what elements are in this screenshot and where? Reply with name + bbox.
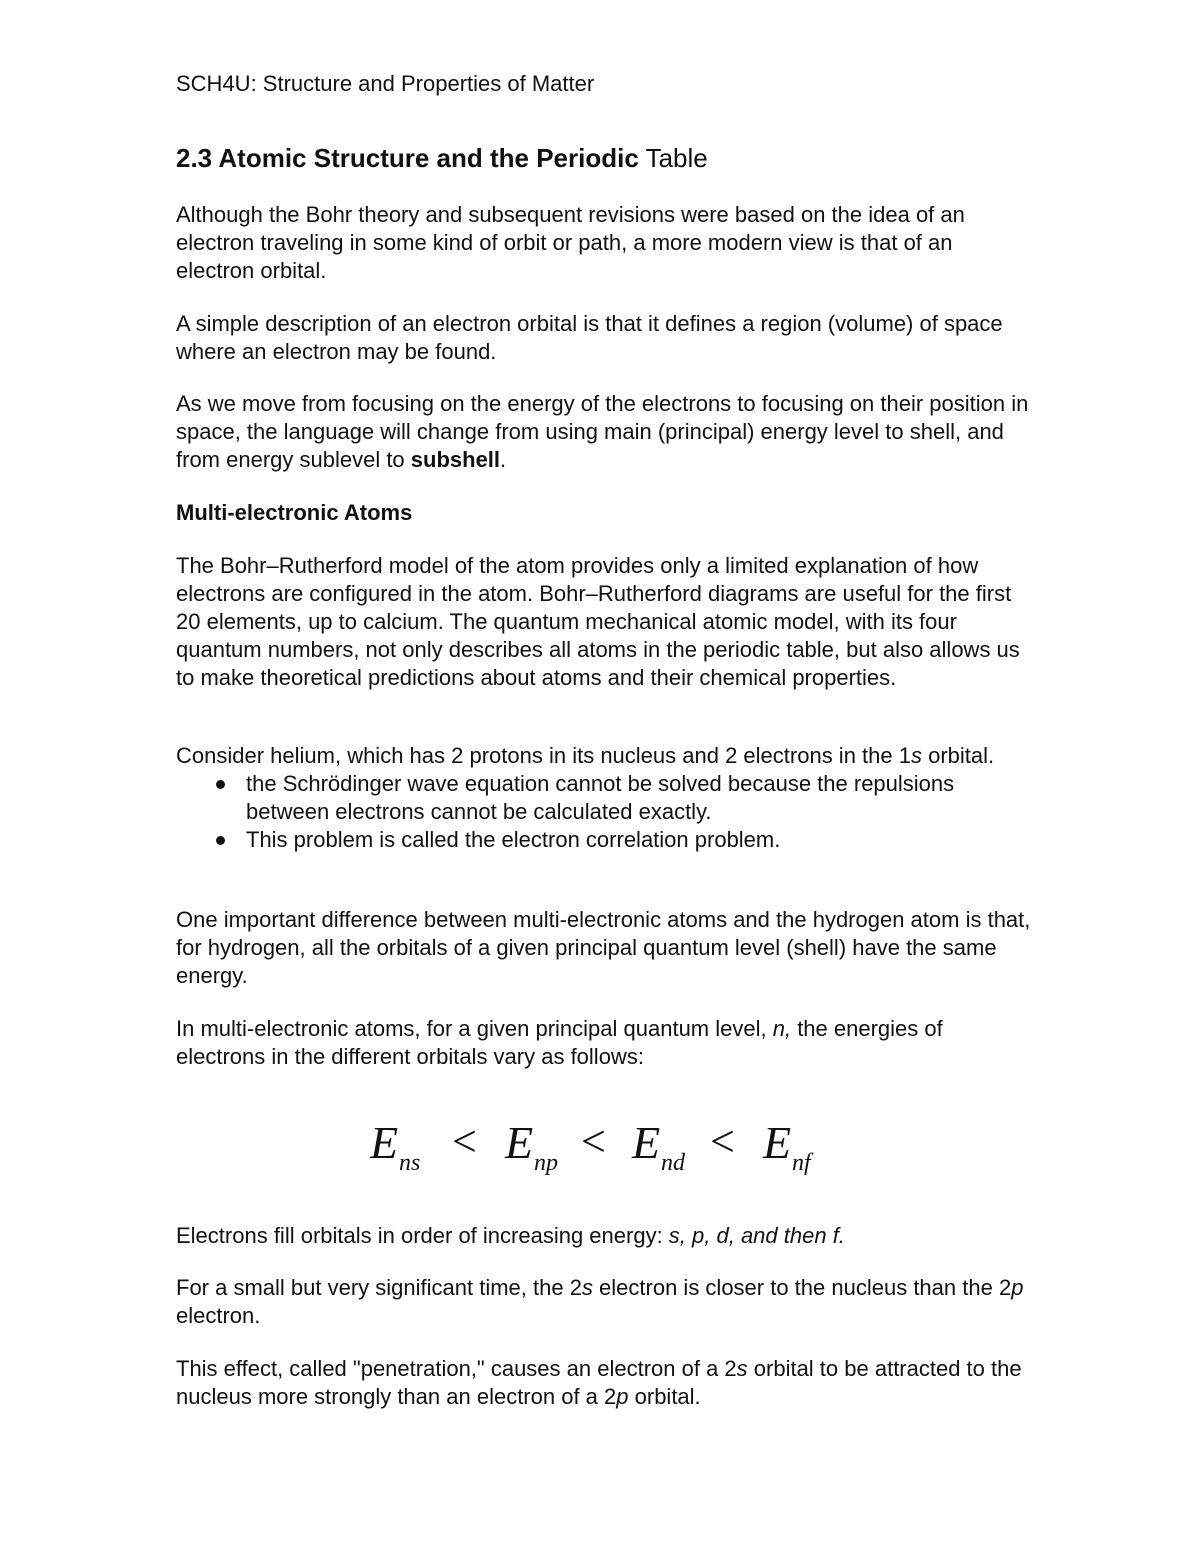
paragraph-fill-order bbox=[176, 1222, 1036, 1250]
paragraph-text-part: As we move from focusing on the energy of the electrons to focusing on their position in space, the language will change from using main (principal) energy level to shell, and from energy sublevel to bbox=[176, 391, 1029, 472]
orbital-symbol: s bbox=[910, 743, 922, 768]
paragraph-orbital-intro bbox=[176, 201, 1036, 285]
equation-term-1-symbol: E bbox=[370, 1117, 399, 1168]
paragraph-2s-closer bbox=[176, 1274, 1036, 1330]
less-than-operator: < bbox=[581, 1117, 606, 1166]
paragraph-text-part: electron. bbox=[176, 1303, 261, 1328]
paragraph-text: The Bohr–Rutherford model of the atom provides only a limited explanation of how electrons are configured in the atom. Bohr–Rutherford diagrams are useful for the first 20 elements, up to calcium. The quantum mechanical atomic model, with its four quantum numbers, not only describes all atoms in the periodic table, but also allows us to make theoretical predictions about atoms and their chemical properties. bbox=[176, 553, 1020, 690]
paragraph-text: A simple description of an electron orbital is that it defines a region (volume) of space where an electron may be found. bbox=[176, 311, 1003, 364]
paragraph-text-part: orbital to be attracted to the nucleus more strongly than an electron of a 2 bbox=[176, 1356, 1022, 1409]
orbital-symbol: p bbox=[616, 1384, 629, 1409]
paragraph-text bbox=[176, 1015, 1036, 1071]
energy-inequality-equation bbox=[370, 1112, 830, 1182]
orbital-symbol: p bbox=[1011, 1275, 1024, 1300]
paragraph-penetration bbox=[176, 1355, 1036, 1411]
list-item-text: the Schrödinger wave equation cannot be solved because the repulsions between electrons cannot be calculated exactly. bbox=[246, 771, 955, 824]
paragraph-text-part: electron is closer to the nucleus than the 2 bbox=[592, 1275, 1012, 1300]
paragraph-text-part: This effect, called "penetration," causes an electron of a 2 bbox=[176, 1356, 737, 1381]
paragraph-shell-language bbox=[176, 390, 1036, 474]
section-title bbox=[176, 142, 708, 174]
paragraph-text-part: orbital. bbox=[628, 1384, 701, 1409]
list-item-text: This problem is called the electron correlation problem. bbox=[246, 827, 781, 852]
equation-svg bbox=[370, 1112, 830, 1182]
paragraph-text: One important difference between multi-electronic atoms and the hydrogen atom is that, for hydrogen, all the orbitals of a given principal quantum level (shell) have the same energy. bbox=[176, 907, 1031, 988]
equation-term-4-subscript: nf bbox=[792, 1150, 811, 1176]
paragraph-text-part: orbital. bbox=[921, 743, 995, 768]
paragraph-text-part: In multi-electronic atoms, for a given principal quantum level, bbox=[176, 1016, 773, 1041]
paragraph-text-part: the energies of electrons in the different orbitals vary as follows: bbox=[176, 1016, 943, 1069]
course-header: SCH4U: Structure and Properties of Matter bbox=[176, 71, 595, 96]
section-title-tail: Table bbox=[638, 143, 708, 173]
paragraph-orbital-description bbox=[176, 310, 1036, 366]
paragraph-text-part: . bbox=[500, 447, 507, 472]
paragraph-hydrogen-difference bbox=[176, 906, 1036, 990]
paragraph-text-part: Consider helium, which has 2 protons in its nucleus and 2 electrons in the 1 bbox=[176, 743, 911, 768]
bullet-icon bbox=[216, 836, 225, 845]
paragraph-text-part: For a small but very significant time, the 2 bbox=[176, 1275, 582, 1300]
orbital-order: s, p, d, and then f. bbox=[668, 1223, 845, 1248]
paragraph-text bbox=[176, 1274, 1036, 1330]
paragraph-energy-order bbox=[176, 1015, 1036, 1071]
paragraph-text bbox=[176, 1355, 1036, 1411]
paragraph-text bbox=[176, 742, 1036, 770]
less-than-operator: < bbox=[710, 1117, 735, 1166]
equation-term-2-symbol: E bbox=[505, 1117, 534, 1168]
list-item bbox=[176, 826, 1036, 854]
paragraph-helium bbox=[176, 742, 1036, 854]
bullet-icon bbox=[216, 780, 225, 789]
quantum-number-symbol: n, bbox=[772, 1016, 792, 1041]
equation-term-3-symbol: E bbox=[632, 1117, 661, 1168]
paragraph-text bbox=[176, 1222, 1036, 1250]
section-title-main: 2.3 Atomic Structure and the Periodic bbox=[176, 143, 639, 173]
equation-term-1-subscript: ns bbox=[399, 1150, 421, 1176]
equation-term-4-symbol: E bbox=[763, 1117, 792, 1168]
orbital-symbol: s bbox=[736, 1356, 748, 1381]
paragraph-bohr-rutherford bbox=[176, 552, 1036, 692]
less-than-operator: < bbox=[452, 1117, 477, 1166]
subshell-term: subshell bbox=[410, 447, 501, 472]
paragraph-text bbox=[176, 390, 1036, 474]
orbital-symbol: s bbox=[581, 1275, 593, 1300]
list-item bbox=[176, 770, 1036, 826]
equation-term-3-subscript: nd bbox=[661, 1150, 685, 1176]
equation-term-2-subscript: np bbox=[534, 1150, 558, 1176]
paragraph-text: Although the Bohr theory and subsequent revisions were based on the idea of an electron traveling in some kind of orbit or path, a more modern view is that of an electron orbital. bbox=[176, 202, 965, 283]
subheading-multi-electronic-atoms: Multi-electronic Atoms bbox=[176, 500, 413, 525]
bullet-list bbox=[176, 770, 1036, 854]
paragraph-text-part: Electrons fill orbitals in order of increasing energy: bbox=[176, 1223, 669, 1248]
